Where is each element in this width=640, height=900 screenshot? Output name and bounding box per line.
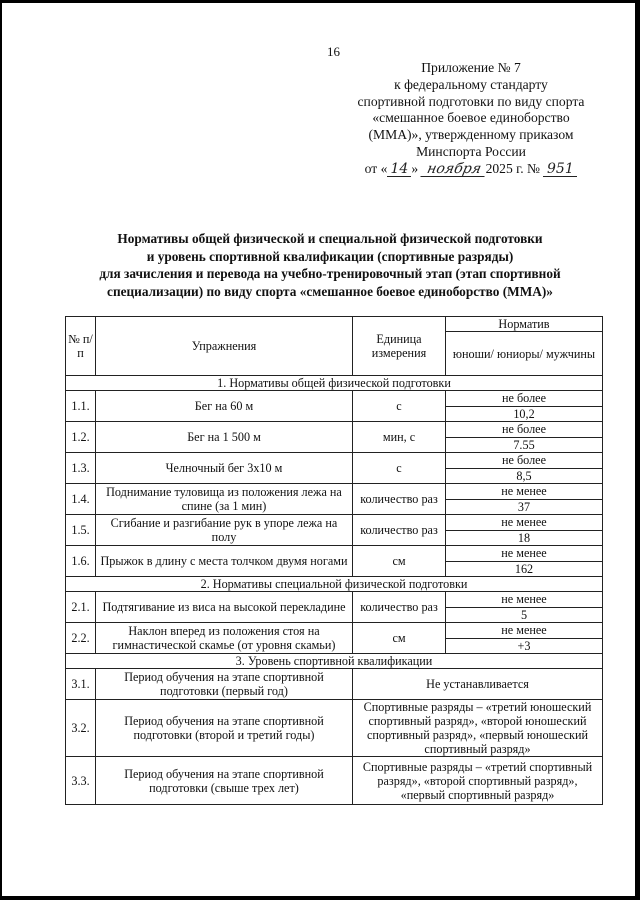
title-line: специализации) по виду спорта «смешанное боевое единоборство (ММА)» — [107, 283, 553, 299]
handwritten-month: ноября — [420, 162, 487, 177]
row-exercise: Бег на 1 500 м — [96, 422, 353, 453]
row-exercise: Челночный бег 3х10 м — [96, 453, 353, 484]
row-condition: не менее — [446, 515, 603, 531]
row-value: 5 — [446, 607, 603, 623]
table-row — [66, 453, 603, 469]
row-exercise: Подтягивание из виса на высокой перекладине — [96, 592, 353, 623]
row-exercise: Поднимание туловища из положения лежа на спине (за 1 мин) — [96, 484, 353, 515]
appendix-line: (ММА)», утвержденному приказом — [368, 127, 574, 143]
row-num: 2.2. — [66, 623, 96, 654]
table-row — [66, 546, 603, 562]
row-condition: не менее — [446, 623, 603, 639]
title-line: для зачисления и перевода на учебно-тренировочный этап (этап спортивной — [99, 266, 561, 281]
standards-table — [65, 316, 603, 805]
row-value: 37 — [446, 499, 603, 515]
row-condition: не более — [446, 453, 603, 469]
header-norm: Норматив — [446, 317, 603, 332]
table-row — [66, 669, 603, 700]
document-title — [60, 230, 600, 300]
row-num: 3.3. — [66, 757, 96, 805]
table-row — [66, 484, 603, 500]
header-norm-sub: юноши/ юниоры/ мужчины — [446, 332, 603, 376]
table-row — [66, 391, 603, 407]
row-value: 18 — [446, 530, 603, 546]
date-prefix: от « — [364, 160, 388, 176]
title-line: Нормативы общей физической и специальной физической подготовки — [117, 231, 543, 246]
table-row — [66, 757, 603, 805]
row-num: 3.1. — [66, 669, 96, 700]
row-unit: см — [353, 546, 446, 577]
appendix-header — [340, 60, 602, 178]
row-num: 1.2. — [66, 422, 96, 453]
table-row — [66, 422, 603, 438]
row-exercise: Период обучения на этапе спортивной подготовки (свыше трех лет) — [96, 757, 353, 805]
row-condition: не менее — [446, 592, 603, 608]
row-unit: количество раз — [353, 515, 446, 546]
table-row — [66, 592, 603, 608]
row-unit: см — [353, 623, 446, 654]
header-num: № п/п — [66, 317, 96, 376]
section-title: 2. Нормативы специальной физической подготовки — [66, 577, 603, 592]
row-requirement: Не устанавливается — [353, 669, 603, 700]
row-unit: количество раз — [353, 484, 446, 515]
table-row — [66, 700, 603, 757]
row-exercise: Прыжок в длину с места толчком двумя ногами — [96, 546, 353, 577]
row-value: +3 — [446, 638, 603, 654]
appendix-line: Приложение № 7 — [421, 60, 521, 75]
row-exercise: Сгибание и разгибание рук в упоре лежа на полу — [96, 515, 353, 546]
section-title: 3. Уровень спортивной квалификации — [66, 654, 603, 669]
row-num: 2.1. — [66, 592, 96, 623]
appendix-line: Минспорта России — [416, 143, 526, 159]
title-line: и уровень спортивной квалификации (спортивные разряды) — [146, 248, 514, 264]
row-requirement: Спортивные разряды – «третий спортивный разряд», «второй спортивный разряд», «первый спортивный разряд» — [353, 757, 603, 805]
row-unit: с — [353, 391, 446, 422]
table-row — [66, 515, 603, 531]
row-condition: не менее — [446, 546, 603, 562]
row-num: 3.2. — [66, 700, 96, 757]
row-exercise: Наклон вперед из положения стоя на гимнастической скамье (от уровня скамьи) — [96, 623, 353, 654]
table-row — [66, 623, 603, 639]
header-exercise: Упражнения — [96, 317, 353, 376]
order-date-line — [340, 161, 602, 178]
scan-border-right — [635, 0, 640, 900]
row-condition: не более — [446, 391, 603, 407]
row-exercise: Период обучения на этапе спортивной подготовки (первый год) — [96, 669, 353, 700]
header-unit: Единица измерения — [353, 317, 446, 376]
scan-border-left — [0, 0, 2, 900]
row-exercise: Период обучения на этапе спортивной подготовки (второй и третий годы) — [96, 700, 353, 757]
row-num: 1.6. — [66, 546, 96, 577]
row-num: 1.1. — [66, 391, 96, 422]
row-condition: не более — [446, 422, 603, 438]
row-exercise: Бег на 60 м — [96, 391, 353, 422]
row-value: 162 — [446, 561, 603, 577]
scan-border-top — [0, 0, 640, 3]
row-value: 10,2 — [446, 406, 603, 422]
row-value: 8,5 — [446, 468, 603, 484]
row-unit: мин, с — [353, 422, 446, 453]
row-num: 1.3. — [66, 453, 96, 484]
handwritten-order-number: 951 — [543, 162, 577, 177]
scan-border-bottom — [0, 896, 640, 900]
row-value: 7.55 — [446, 437, 603, 453]
page-number: 16 — [327, 44, 340, 59]
row-condition: не менее — [446, 484, 603, 500]
appendix-line: «смешанное боевое единоборство — [372, 110, 570, 126]
row-unit: количество раз — [353, 592, 446, 623]
date-year: 2025 г. № — [485, 160, 540, 176]
date-mid: » — [411, 160, 419, 176]
row-unit: с — [353, 453, 446, 484]
handwritten-day: 14 — [387, 162, 411, 177]
appendix-line: спортивной подготовки по виду спорта — [357, 93, 585, 109]
section-title: 1. Нормативы общей физической подготовки — [66, 376, 603, 391]
row-num: 1.5. — [66, 515, 96, 546]
row-num: 1.4. — [66, 484, 96, 515]
row-requirement: Спортивные разряды – «третий юношеский спортивный разряд», «второй юношеский спортивный разряд», «первый юношеский спортивный разряд» — [353, 700, 603, 757]
appendix-line: к федеральному стандарту — [394, 76, 548, 92]
